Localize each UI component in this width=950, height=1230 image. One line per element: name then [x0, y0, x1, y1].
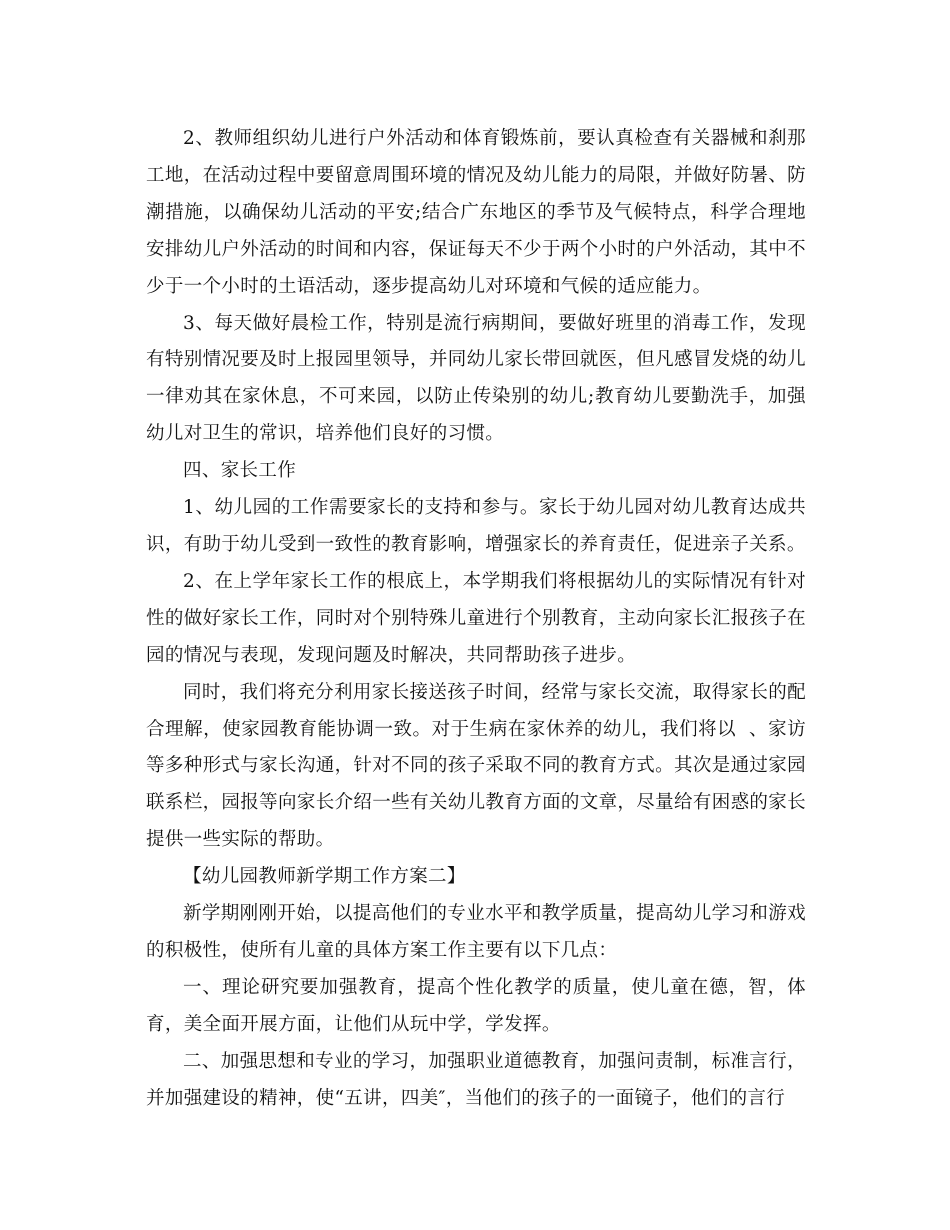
- paragraph-parent-work-plan: 2、在上学年家长工作的根底上，本学期我们将根据幼儿的实际情况有针对性的做好家长工作，同时对个别特殊儿童进行个别教育，主动向家长汇报孩子在园的情况与表现，发现问题及时解决，共同帮助孩子进步。: [146, 570, 806, 666]
- section-heading-parent-work: 四、家长工作: [183, 460, 297, 482]
- paragraph-new-semester-intro: 新学期刚刚开始，以提高他们的专业水平和教学质量，提高幼儿学习和游戏的积极性，使所有儿童的具体方案工作主要有以下几点：: [146, 903, 806, 961]
- paragraph-morning-check: 3、每天做好晨检工作，特别是流行病期间，要做好班里的消毒工作，发现有特别情况要及时上报园里领导，并同幼儿家长带回就医，但凡感冒发烧的幼儿一律劝其在家休息，不可来园，以防止传染别的幼儿;教育幼儿要勤洗手，加强幼儿对卫生的常识，培养他们良好的习惯。: [146, 312, 806, 445]
- paragraph-parent-communication: 同时，我们将充分利用家长接送孩子时间，经常与家长交流，取得家长的配合理解，使家园教育能协调一致。对于生病在家休养的幼儿，我们将以 、家访等多种形式与家长沟通，针对不同的孩子采取不同的教育方式。其次是通过家园联系栏，园报等向家长介绍一些有关幼儿教育方面的文章，尽量给有困惑的家长提供一些实际的帮助。: [146, 681, 806, 851]
- paragraph-safety-outdoor: 2、教师组织幼儿进行户外活动和体育锻炼前，要认真检查有关器械和刹那工地，在活动过程中要留意周围环境的情况及幼儿能力的局限，并做好防暑、防潮措施，以确保幼儿活动的平安;结合广东地区的季节及气候特点，科学合理地安排幼儿户外活动的时间和内容，保证每天不少于两个小时的户外活动，其中不少于一个小时的土语活动，逐步提高幼儿对环境和气候的适应能力。: [146, 128, 806, 297]
- paragraph-parent-support: 1、幼儿园的工作需要家长的支持和参与。家长于幼儿园对幼儿教育达成共识，有助于幼儿受到一致性的教育影响，增强家长的养育责任，促进亲子关系。: [146, 497, 806, 555]
- document-body: [146, 121, 806, 1117]
- section-title-plan-two: 【幼儿园教师新学期工作方案二】: [183, 866, 466, 888]
- paragraph-theory-research: 一、理论研究要加强教育，提高个性化教学的质量，使儿童在德，智，体育，美全面开展方面，让他们从玩中学，学发挥。: [146, 976, 806, 1035]
- paragraph-professional-study: 二、加强思想和专业的学习，加强职业道德教育，加强问责制，标准言行，并加强建设的精神，使“五讲，四美″，当他们的孩子的一面镜子，他们的言行: [146, 1050, 806, 1109]
